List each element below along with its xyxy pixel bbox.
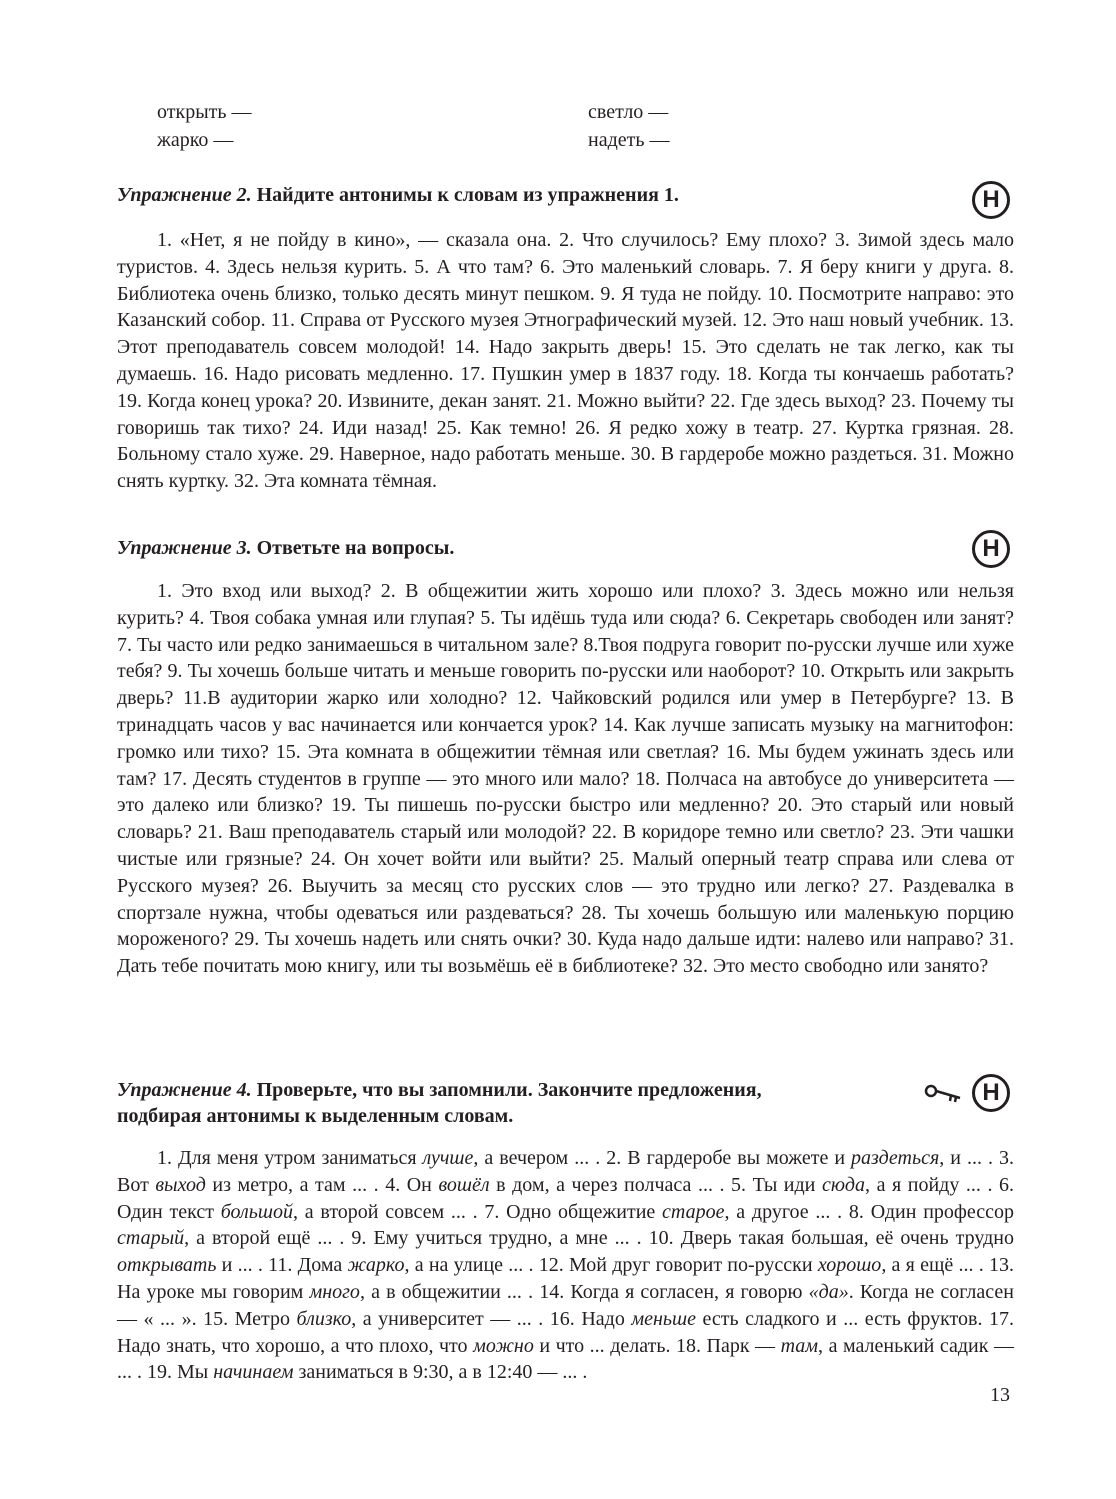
exercise-label: Упражнение 4.: [117, 1079, 252, 1101]
highlighted-word: выход: [155, 1173, 206, 1196]
sentence-fragment: , и ... . 3. Вот: [117, 1147, 1014, 1196]
exercise-instruction: Найдите антонимы к словам из упражнения 1.: [256, 184, 679, 206]
highlighted-word: раздеться: [851, 1147, 940, 1169]
sentence-fragment: из метро, а там ... . 4. Он: [205, 1173, 439, 1196]
exercise-2-text: 1. «Нет, я не пойду в кино», — сказала она. 2. Что случилось? Ему плохо? 3. Зимой здесь мало туристов. 4. Здесь нельзя курить. 5. А что там? 6. Это маленький словарь. 7. Я беру книги у друга. 8. Библиотека очень близко, только десять минут пешком. 9. Я туда не пойду. 10. Посмотрите направо: это Казанский собор. 11. Справа от Русского музея Этнографический музей. 12. Это наш новый учебник. 13. Этот преподаватель совсем молодой! 14. Надо закрыть дверь! 15. Это сделать не так легко, как ты думаешь. 16. Надо рисовать медленно. 17. Пушкин умер в 1837 году. 18. Когда ты кончаешь работать? 19. Когда конец урока? 20. Извините, декан занят. 21. Можно выйти? 22. Где здесь выход? 23. Почему ты говоришь так тихо? 24. Иди назад! 25. Как темно! 26. Я редко хожу в театр. 27. Куртка грязная. 28. Больному стало хуже. 29. Наверное, надо работать меньше. 30. В гардеробе можно раздеться. 31. Можно снять куртку. 32. Эта комната тёмная.: [117, 229, 1014, 493]
sentence-fragment: заниматься в 9:30, а в 12:40 — ... .: [293, 1361, 588, 1384]
highlighted-word: вошёл: [438, 1173, 490, 1196]
sentence-fragment: , а вечером ... . 2. В гардеробе вы можете и: [473, 1147, 852, 1169]
highlighted-word: «да»: [808, 1280, 849, 1303]
sentence-fragment: , а на улице ... . 12. Мой друг говорит по-русски: [404, 1254, 818, 1277]
highlighted-word: много: [309, 1280, 360, 1303]
sentence-fragment: , а другое ... . 8. Один профессор: [724, 1200, 1015, 1223]
highlighted-word: можно: [473, 1334, 534, 1357]
exercise-instruction: Ответьте на вопросы.: [256, 537, 455, 559]
exercise-3-heading: [117, 535, 877, 561]
sentence-fragment: , а второй ещё ... . 9. Ему учиться трудно, а мне ... . 10. Дверь такая большая, её очень трудно: [184, 1227, 1014, 1250]
highlighted-word: начинаем: [213, 1361, 294, 1384]
highlighted-word: лучше: [422, 1147, 474, 1169]
exercise-instruction: подбирая антонимы к выделенным словам.: [117, 1105, 514, 1127]
highlighted-word: открывать: [117, 1254, 217, 1277]
exercise-3-text: 1. Это вход или выход? 2. В общежитии жить хорошо или плохо? 3. Здесь можно или нельзя курить? 4. Твоя собака умная или глупая? 5. Ты идёшь туда или сюда? 6. Секретарь свободен или занят? 7. Ты часто или редко занимаешься в читальном зале? 8.Твоя подруга говорит по-русски лучше или хуже тебя? 9. Ты хочешь больше читать и меньше говорить по-русски или наоборот? 10. Открыть или закрыть дверь? 11.В аудитории жарко или холодно? 12. Чайковский родился или умер в Петербурге? 13. В тринадцать часов у вас начинается или кончается урок? 14. Как лучше записать музыку на магнитофон: громко или тихо? 15. Эта комната в общежитии тёмная или светлая? 16. Мы будем ужинать здесь или там? 17. Десять студентов в группе — это много или мало? 18. Полчаса на автобусе до университета — это далеко или близко? 19. Ты пишешь по-русски быстро или медленно? 20. Это старый или новый словарь? 21. Ваш преподаватель старый или молодой? 22. В коридоре темно или светло? 23. Эти чашки чистые или грязные? 24. Он хочет войти или выйти? 25. Малый оперный театр справа или слева от Русского музея? 26. Выучить за месяц сто русских слов — это трудно или легко? 27. Раздевалка в спортзале нужна, чтобы одеваться или раздеваться? 28. Ты хочешь большую или маленькую порцию мороженого? 29. Ты хочешь надеть или снять очки? 30. Куда надо дальше идти: налево или направо? 31. Дать тебе почитать мою книгу, или ты возьмёшь её в библиотеке? 32. Это место свободно или занято?: [117, 580, 1014, 978]
level-badge-icon: Н: [972, 1074, 1010, 1112]
word-list-item: жарко —: [157, 129, 234, 151]
word-list-item: светло —: [588, 101, 669, 123]
highlighted-word: жарко: [347, 1254, 405, 1277]
sentence-fragment: в дом, а через полчаса ... . 5. Ты иди: [489, 1173, 822, 1196]
exercise-label: Упражнение 2.: [117, 184, 252, 206]
sentence-fragment: есть сладкого и ... есть фруктов. 17. Надо знать, что хорошо, а что плохо, что: [117, 1307, 1014, 1357]
level-badge-icon: Н: [972, 530, 1010, 568]
sentence-fragment: , а маленький садик — ... . 19. Мы: [117, 1334, 1014, 1384]
exercise-4-text: [117, 1145, 1014, 1386]
highlighted-word: меньше: [631, 1307, 696, 1330]
exercise-instruction: Проверьте, что вы запомнили. Закончите предложения,: [256, 1079, 762, 1101]
sentence-fragment: , а университет — ... . 16. Надо: [351, 1307, 632, 1330]
sentence-fragment: , а второй совсем ... . 7. Одно общежитие: [292, 1200, 663, 1223]
highlighted-word: там: [780, 1334, 819, 1357]
highlighted-word: хорошо: [817, 1254, 882, 1277]
highlighted-word: сюда: [821, 1173, 866, 1196]
highlighted-word: близко: [296, 1307, 352, 1330]
sentence-fragment: , а в общежитии ... . 14. Когда я согласен, я говорю: [359, 1280, 809, 1303]
exercise-2-heading: [117, 182, 877, 208]
highlighted-word: старое: [662, 1200, 725, 1223]
sentence-fragment: , а я пойду ... . 6. Один текст: [117, 1173, 1014, 1223]
page-number: 13: [990, 1384, 1010, 1406]
word-list-item: открыть —: [157, 101, 252, 123]
key-icon: [924, 1083, 964, 1105]
exercise-4-heading: [117, 1077, 877, 1129]
highlighted-word: большой: [220, 1200, 293, 1223]
sentence-fragment: 1. Для меня утром заниматься: [157, 1147, 423, 1169]
exercise-label: Упражнение 3.: [117, 537, 252, 559]
highlighted-word: старый: [117, 1227, 185, 1250]
level-badge-icon: Н: [972, 181, 1010, 219]
sentence-fragment: и ... . 11. Дома: [216, 1254, 348, 1277]
word-list-item: надеть —: [588, 129, 670, 151]
sentence-fragment: , а я ещё ... . 13. На уроке мы говорим: [117, 1254, 1015, 1303]
sentence-fragment: . Когда не согласен — « ... ». 15. Метро: [117, 1280, 1014, 1330]
sentence-fragment: и что ... делать. 18. Парк —: [533, 1334, 781, 1357]
